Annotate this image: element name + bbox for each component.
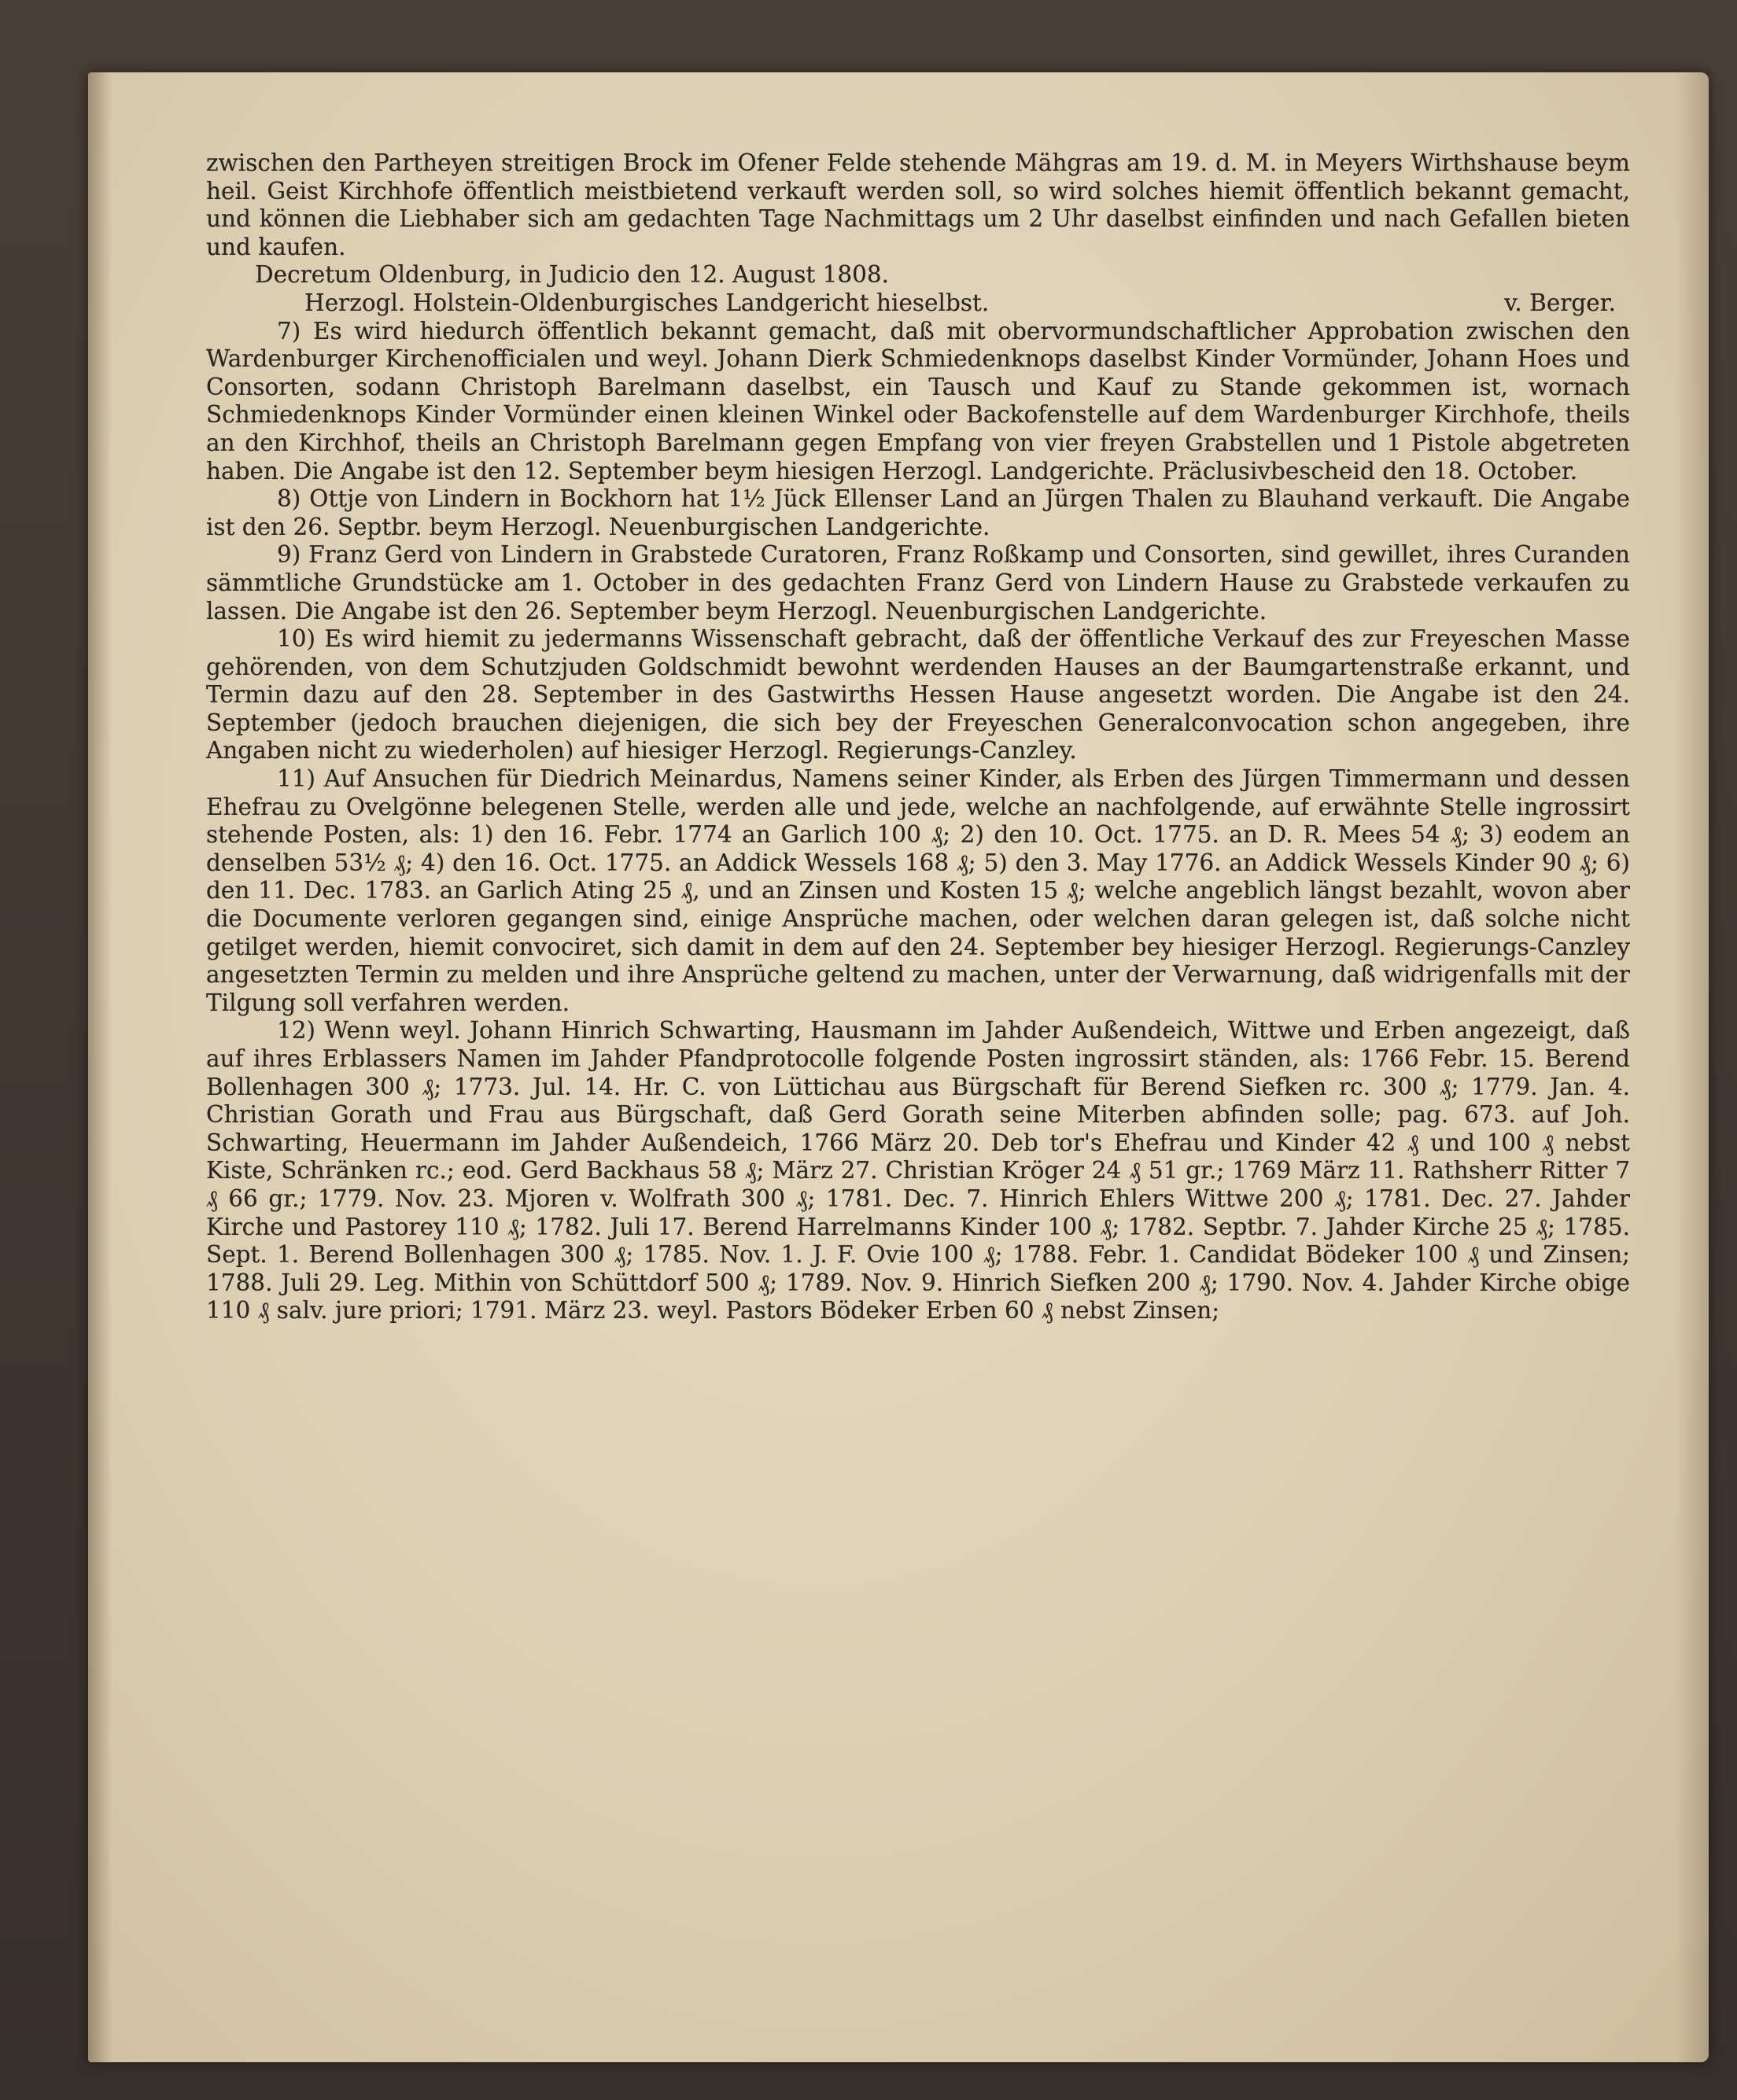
opening-paragraph: zwischen den Partheyen streitigen Brock im Ofener Felde stehende Mähgras am 19. d. M. in Meyers Wirthshause beym heil. Geist Kirchhofe öffentlich meistbietend verkauft werden soll, so wird solches hiemit öffentlich bekannt gemacht, und können die Liebhaber sich am gedachten Tage Nachmittags um 2 Uhr daselbst einfinden und nach Gefallen bieten und kaufen. — [206, 149, 1630, 260]
page-gutter-shadow — [88, 72, 112, 2062]
notice-item-8: 8) Ottje von Lindern in Bockhorn hat 1½ Jück Ellenser Land an Jürgen Thalen zu Blauhand verkauft. Die Angabe ist den 26. Septbr. beym Herzogl. Neuenburgischen Landgerichte. — [206, 485, 1630, 540]
notice-item-12: 12) Wenn weyl. Johann Hinrich Schwarting, Hausmann im Jahder Außendeich, Wittwe und Erben angezeigt, daß auf ihres Erblassers Namen im Jahder Pfandprotocolle folgende Posten ingrossirt ständen, als: 1766 Febr. 15. Berend Bollenhagen 300 ₰; 1773. Jul. 14. Hr. C. von Lüttichau aus Bürgschaft für Berend Siefken rc. 300 ₰; 1779. Jan. 4. Christian Gorath und Frau aus Bürgschaft, daß Gerd Gorath seine Miterben abfinden solle; pag. 673. auf Joh. Schwarting, Heuermann im Jahder Außendeich, 1766 März 20. Deb tor's Ehefrau und Kinder 42 ₰ und 100 ₰ nebst Kiste, Schränken rc.; eod. Gerd Backhaus 58 ₰; März 27. Christian Kröger 24 ₰ 51 gr.; 1769 März 11. Rathsherr Ritter 7 ₰ 66 gr.; 1779. Nov. 23. Mjoren v. Wolfrath 300 ₰; 1781. Dec. 7. Hinrich Ehlers Wittwe 200 ₰; 1781. Dec. 27. Jahder Kirche und Pastorey 110 ₰; 1782. Juli 17. Berend Harrelmanns Kinder 100 ₰; 1782. Septbr. 7. Jahder Kirche 25 ₰; 1785. Sept. 1. Berend Bollenhagen 300 ₰; 1785. Nov. 1. J. F. Ovie 100 ₰; 1788. Febr. 1. Candidat Bödeker 100 ₰ und Zinsen; 1788. Juli 29. Leg. Mithin von Schüttdorf 500 ₰; 1789. Nov. 9. Hinrich Siefken 200 ₰; 1790. Nov. 4. Jahder Kirche obige 110 ₰ salv. jure priori; 1791. März 23. weyl. Pastors Bödeker Erben 60 ₰ nebst Zinsen; — [206, 1017, 1630, 1324]
court-signature: Herzogl. Holstein-Oldenburgisches Landgericht hieselbst. — [304, 289, 990, 316]
notice-item-9: 9) Franz Gerd von Lindern in Grabstede Curatoren, Franz Roßkamp und Consorten, sind gewillet, ihres Curanden sämmtliche Grundstücke am 1. October in des gedachten Franz Gerd von Lindern Hause zu Grabstede verkaufen zu lassen. Die Angabe ist den 26. September beym Herzogl. Neuenburgischen Landgerichte. — [206, 541, 1630, 624]
notice-item-11: 11) Auf Ansuchen für Diedrich Meinardus, Namens seiner Kinder, als Erben des Jürgen Timmermann und dessen Ehefrau zu Ovelgönne belegenen Stelle, werden alle und jede, welche an nachfolgende, auf erwähnte Stelle ingrossirt stehende Posten, als: 1) den 16. Febr. 1774 an Garlich 100 ₰; 2) den 10. Oct. 1775. an D. R. Mees 54 ₰; 3) eodem an denselben 53½ ₰; 4) den 16. Oct. 1775. an Addick Wessels 168 ₰; 5) den 3. May 1776. an Addick Wessels Kinder 90 ₰; 6) den 11. Dec. 1783. an Garlich Ating 25 ₰, und an Zinsen und Kosten 15 ₰; welche angeblich längst bezahlt, wovon aber die Documente verloren gegangen sind, einige Ansprüche machen, oder welchen daran gelegen ist, daß solche nicht getilget werden, hiemit convociret, sich damit in dem auf den 24. September bey hiesiger Herzogl. Regierungs-Canzley angesetzten Termin zu melden und ihre Ansprüche geltend zu machen, unter der Verwarnung, daß widrigenfalls mit der Tilgung soll verfahren werden. — [206, 765, 1630, 1016]
page-edge-shadow — [1676, 72, 1709, 2062]
judge-signature: v. Berger. — [1504, 289, 1616, 316]
decree-line: Decretum Oldenburg, in Judicio den 12. August 1808. — [255, 261, 890, 289]
notice-item-7: 7) Es wird hiedurch öffentlich bekannt gemacht, daß mit obervormundschaftlicher Approbation zwischen den Wardenburger Kirchenofficialen und weyl. Johann Dierk Schmiedenknops daselbst Kinder Vormünder, Johann Hoes und Consorten, sodann Christoph Barelmann daselbst, ein Tausch und Kauf zu Stande gekommen ist, wornach Schmiedenknops Kinder Vormünder einen kleinen Winkel oder Backofenstelle auf dem Wardenburger Kirchhofe, theils an den Kirchhof, theils an Christoph Barelmann gegen Empfang von vier freyen Grabstellen und 1 Pistole abgetreten haben. Die Angabe ist den 12. September beym hiesigen Herzogl. Landgerichte. Präclusivbescheid den 18. October. — [206, 317, 1630, 484]
page-text — [206, 149, 1630, 1325]
notice-item-10: 10) Es wird hiemit zu jedermanns Wissenschaft gebracht, daß der öffentliche Verkauf des zur Freyeschen Masse gehörenden, von dem Schutzjuden Goldschmidt bewohnt werdenden Hauses an der Baumgartenstraße erkannt, und Termin dazu auf den 28. September in des Gastwirths Hessen Hause angesetzt worden. Die Angabe ist den 24. September (jedoch brauchen diejenigen, die sich bey der Freyeschen Generalconvocation schon angegeben, ihre Angaben nicht zu wiederholen) auf hiesiger Herzogl. Regierungs-Canzley. — [206, 625, 1630, 764]
signature-row — [206, 289, 1630, 318]
